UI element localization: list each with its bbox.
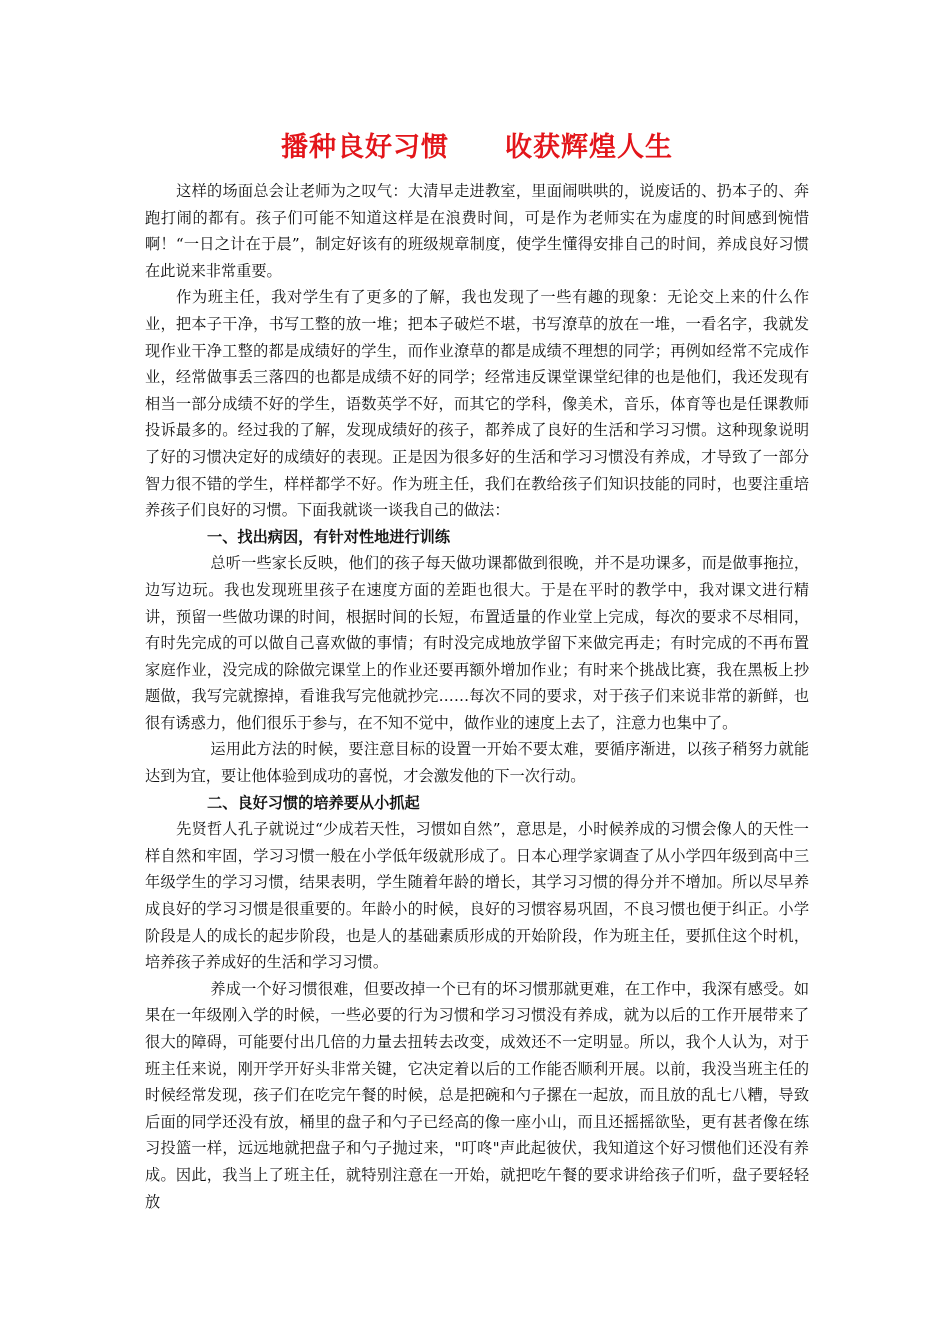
- section-1-heading: 一、找出病因，有针对性地进行训练: [207, 527, 450, 546]
- intro-paragraph-2: 作为班主任，我对学生有了更多的了解，我也发现了一些有趣的现象：无论交上来的什么作业，把本子干净，书写工整的放一堆；把本子破烂不堪，书写潦草的放在一堆，一看名字，我就发现作业干净工整的都是成绩好的学生，而作业潦草的都是成绩不理想的同学；再例如经常不完成作业，经常做事丢三落四的也都是成绩不好的同学；经常违反课堂课堂纪律的也是他们，我还发现有相当一部分成绩不好的学生，语数英学不好，而其它的学科，像美术，音乐，体育等也是任课教师投诉最多的。经过我的了解，发现成绩好的孩子，都养成了良好的生活和学习习惯。这种现象说明了好的习惯决定好的成绩好的表现。正是因为很多好的生活和学习习惯没有养成，才导致了一部分智力很不错的学生，样样都学不好。作为班主任，我们在教给孩子们知识技能的同时，也要注重培养孩子们良好的习惯。下面我就谈一谈我自己的做法：: [145, 288, 809, 520]
- intro-paragraph-1: 这样的场面总会让老师为之叹气：大清早走进教室，里面闹哄哄的，说废话的、扔本子的、奔跑打闹的都有。孩子们可能不知道这样是在浪费时间，可是作为老师实在为虚度的时间感到惋惜啊！“一日之计在于晨”，制定好该有的班级规章制度，使学生懂得安排自己的时间，养成良好习惯在此说来非常重要。: [145, 182, 809, 280]
- section-2-heading: 二、良好习惯的培养要从小抓起: [207, 793, 420, 812]
- document-page: [145, 128, 809, 1215]
- section-1-paragraph-2: 运用此方法的时候，要注意目标的设置一开始不要太难，要循序渐进，以孩子稍努力就能达到为宜，要让他体验到成功的喜悦，才会激发他的下一次行动。: [145, 740, 809, 786]
- section-2-paragraph-2: 养成一个好习惯很难，但要改掉一个已有的坏习惯那就更难，在工作中，我深有感受。如果在一年级刚入学的时候，一些必要的行为习惯和学习习惯没有养成，就为以后的工作开展带来了很大的障碍，可能要付出几倍的力量去扭转去改变，成效还不一定明显。所以，我个人认为，对于班主任来说，刚开学开好头非常关键，它决定着以后的工作能否顺利开展。以前，我没当班主任的时候经常发现，孩子们在吃完午餐的时候，总是把碗和勺子摞在一起放，而且放的乱七八糟，导致后面的同学还没有放，桶里的盘子和勺子已经高的像一座小山，而且还摇摇欲坠，更有甚者像在练习投篮一样，远远地就把盘子和勺子抛过来，"叮咚"声此起彼伏，我知道这个好习惯他们还没有养成。因此，我当上了班主任，就特别注意在一开始，就把吃午餐的要求讲给孩子们听，盘子要轻轻放: [145, 979, 809, 1211]
- title-part-2: 收获辉煌人生: [505, 132, 673, 163]
- document-title: [145, 128, 809, 168]
- section-1-paragraph-1: 总听一些家长反映，他们的孩子每天做功课都做到很晚，并不是功课多，而是做事拖拉，边写边玩。我也发现班里孩子在速度方面的差距也很大。于是在平时的教学中，我对课文进行精讲，预留一些做功课的时间，根据时间的长短，布置适量的作业堂上完成，每次的要求不尽相同，有时先完成的可以做自己喜欢做的事情；有时没完成地放学留下来做完再走；有时完成的不再布置家庭作业，没完成的除做完课堂上的作业还要再额外增加作业；有时来个挑战比赛，我在黑板上抄题做，我写完就擦掉，看谁我写完他就抄完……每次不同的要求，对于孩子们来说非常的新鲜，也很有诱惑力，他们很乐于参与，在不知不觉中，做作业的速度上去了，注意力也集中了。: [145, 554, 809, 732]
- section-2-paragraph-1: 先贤哲人孔子就说过“少成若天性，习惯如自然”，意思是，小时候养成的习惯会像人的天性一样自然和牢固，学习习惯一般在小学低年级就形成了。日本心理学家调查了从小学四年级到高中三年级学生的学习习惯，结果表明，学生随着年龄的增长，其学习习惯的得分并不增加。所以尽早养成良好的学习习惯是很重要的。年龄小的时候，良好的习惯容易巩固，不良习惯也便于纠正。小学阶段是人的成长的起步阶段，也是人的基础素质形成的开始阶段，作为班主任，要抓住这个时机，培养孩子养成好的生活和学习习惯。: [145, 820, 809, 972]
- title-part-1: 播种良好习惯: [281, 132, 449, 163]
